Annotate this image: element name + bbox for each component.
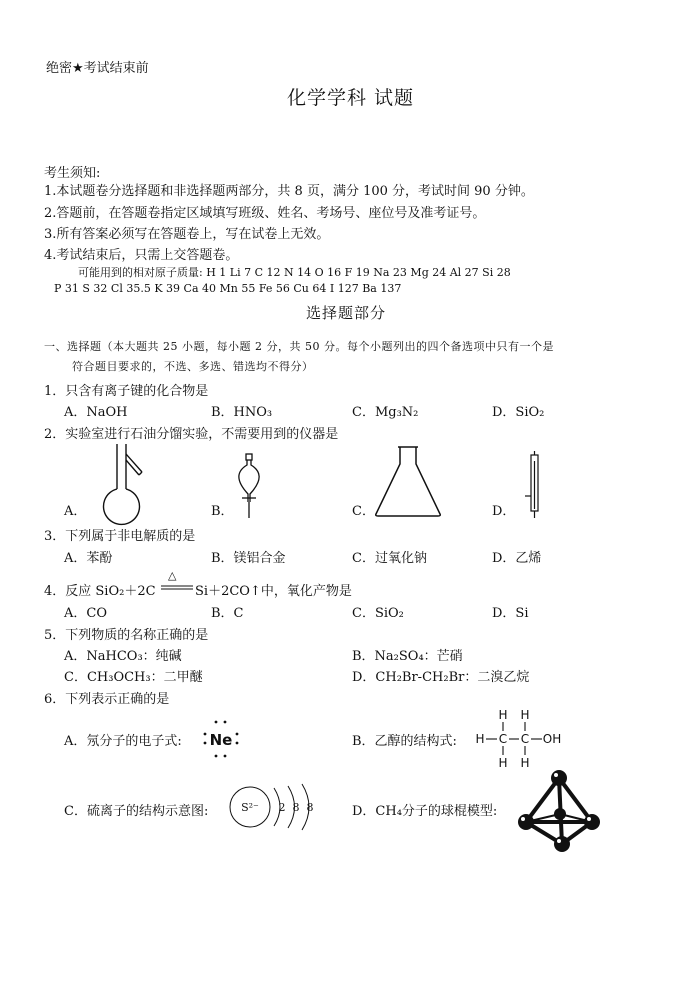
option-b: B．C [211, 606, 244, 621]
question-stem: 1．只含有离子键的化合物是 [44, 384, 209, 399]
ethanol-structure-figure [470, 706, 570, 770]
option-b: B．HNO₃ [211, 405, 273, 420]
question-stem: 5．下列物质的名称正确的是 [44, 628, 209, 643]
atom-oh: OH [542, 732, 562, 746]
instruction-item: 2.答题前，在答题卷指定区域填写班级、姓名、考场号、座位号及准考证号。 [44, 206, 486, 221]
question-stem: 2．实验室进行石油分馏实验，不需要用到的仪器是 [44, 427, 339, 442]
instructions-heading: 考生须知: [44, 166, 101, 181]
option-d: D．Si [492, 606, 529, 621]
option-c: C．SiO₂ [352, 606, 404, 621]
option-d: D． [492, 504, 516, 519]
atom-h: H [498, 756, 508, 770]
option-c: C．过氧化钠 [352, 551, 427, 566]
distillation-flask-figure [95, 442, 155, 522]
question-stem-suffix: Si＋2CO↑中，氧化产物是 [195, 584, 352, 599]
shell-count: 8 [292, 801, 300, 814]
option-c: C．Mg₃N₂ [352, 405, 419, 420]
option-b: B．镁铝合金 [211, 551, 286, 566]
thermometer-figure [522, 451, 546, 521]
methane-ball-stick-model [514, 768, 604, 858]
option-b: B．Na₂SO₄：芒硝 [352, 649, 463, 664]
atom-h: H [520, 756, 530, 770]
question-stem: 3．下列属于非电解质的是 [44, 529, 196, 544]
section-title: 选择题部分 [306, 304, 387, 322]
option-a: A．苯酚 [64, 551, 113, 566]
neon-electron-dot-figure [200, 718, 242, 760]
atom-h: H [498, 708, 508, 722]
option-a: A．NaHCO₃：纯碱 [64, 649, 182, 664]
option-a: A．氖分子的电子式: [64, 734, 182, 749]
neon-symbol: Ne [209, 731, 233, 749]
instruction-item: 1.本试题卷分选择题和非选择题两部分，共 8 页，满分 100 分，考试时间 90 分钟。 [44, 184, 534, 199]
atom-c: C [498, 732, 508, 746]
question-stem: 6．下列表示正确的是 [44, 692, 170, 707]
question-stem-prefix: 4．反应 SiO₂＋2C [44, 584, 156, 599]
heat-symbol: △ [168, 569, 177, 582]
option-b: B． [211, 504, 234, 519]
part-instructions: 符合题目要求的，不选、多选、错选均不得分） [72, 360, 314, 373]
option-c: C． [352, 504, 375, 519]
option-d: D．CH₂Br-CH₂Br：二溴乙烷 [352, 670, 530, 685]
shell-count: 8 [306, 801, 314, 814]
atomic-mass-line: P 31 S 32 Cl 35.5 K 39 Ca 40 Mn 55 Fe 56 Cu 64 I 127 Ba 137 [54, 282, 402, 295]
option-d: D．CH₄分子的球棍模型: [352, 804, 498, 819]
option-c: C．CH₃OCH₃：二甲醚 [64, 670, 203, 685]
sulfide-ion-label: S²⁻ [241, 801, 259, 814]
atom-c: C [520, 732, 530, 746]
atomic-mass-line: 可能用到的相对原子质量: H 1 Li 7 C 12 N 14 O 16 F 19 Na 23 Mg 24 Al 27 Si 28 [78, 266, 511, 279]
instruction-item: 3.所有答案必须写在答题卷上，写在试卷上无效。 [44, 227, 330, 242]
reaction-arrow [161, 584, 193, 592]
shell-count: 2 [278, 801, 286, 814]
option-c: C．硫离子的结构示意图: [64, 804, 209, 819]
option-b: B．乙醇的结构式: [352, 734, 457, 749]
page-title: 化学学科 试题 [287, 87, 415, 109]
option-d: D．乙烯 [492, 551, 542, 566]
separatory-funnel-figure [232, 452, 268, 520]
atom-h: H [520, 708, 530, 722]
atom-h: H [475, 732, 485, 746]
option-a: A．NaOH [64, 405, 128, 420]
conical-flask-figure [372, 444, 444, 518]
part-instructions: 一、选择题（本大题共 25 小题，每小题 2 分，共 50 分。每个小题列出的四个备选项中只有一个是 [44, 340, 554, 353]
instruction-item: 4.考试结束后，只需上交答题卷。 [44, 248, 239, 263]
option-d: D．SiO₂ [492, 405, 545, 420]
secret-label: 绝密★考试结束前 [46, 61, 149, 76]
sulfide-ion-diagram [226, 780, 336, 834]
option-a: A． [64, 504, 87, 519]
option-a: A．CO [64, 606, 107, 621]
